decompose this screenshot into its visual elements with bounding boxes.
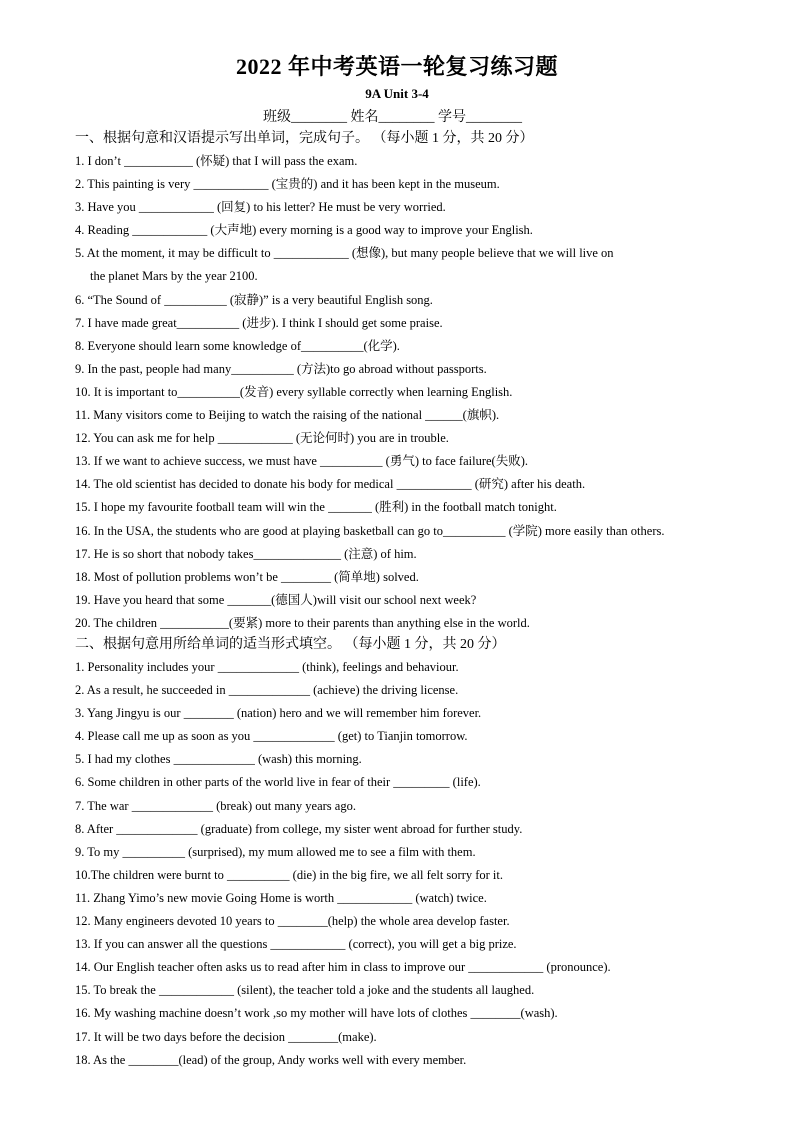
question-item: 10.The children were burnt to __________ (die) in the big fire, we all felt sorry for it.: [75, 867, 504, 882]
question-item: 2. As a result, he succeeded in _____________ (achieve) the driving license.: [75, 683, 459, 698]
question-item: 4. Please call me up as soon as you _____________ (get) to Tianjin tomorrow.: [75, 729, 468, 744]
question-item: 14. Our English teacher often asks us to read after him in class to improve our ____________ (pronounce).: [75, 960, 611, 975]
question-item: 16. My washing machine doesn’t work ,so my mother will have lots of clothes ________(wash).: [75, 1006, 558, 1021]
question-item: 6. Some children in other parts of the world live in fear of their _________ (life).: [75, 775, 481, 790]
question-item: 11. Many visitors come to Beijing to watch the raising of the national ______(旗帜).: [75, 408, 500, 423]
page-subtitle: 9A Unit 3-4: [365, 86, 429, 101]
question-item: 18. As the ________(lead) of the group, Andy works well with every member.: [75, 1052, 467, 1067]
question-item: 16. In the USA, the students who are good at playing basketball can go to__________ (学院) more easily than others.: [75, 523, 665, 538]
question-item: 13. If we want to achieve success, we must have __________ (勇气) to face failure(失败).: [75, 454, 528, 469]
section-1-heading: 一、根据句意和汉语提示写出单词，完成句子。 （每小题 1 分，共 20 分）: [75, 131, 534, 146]
question-item: 12. You can ask me for help ____________ (无论何时) you are in trouble.: [75, 431, 449, 446]
question-item: 15. I hope my favourite football team will win the _______ (胜利) in the football match tonight.: [75, 500, 557, 515]
question-item: 7. The war _____________ (break) out many years ago.: [75, 798, 356, 813]
question-item: 12. Many engineers devoted 10 years to ________(help) the whole area develop faster.: [75, 914, 510, 929]
question-item: 6. “The Sound of __________ (寂静)” is a very beautiful English song.: [75, 292, 433, 307]
question-item: 3. Yang Jingyu is our ________ (nation) hero and we will remember him forever.: [75, 706, 482, 721]
question-item: 9. In the past, people had many__________ (方法)to go abroad without passports.: [75, 361, 487, 376]
question-item: 17. It will be two days before the decision ________(make).: [75, 1029, 377, 1044]
question-item: 9. To my __________ (surprised), my mum allowed me to see a film with them.: [75, 844, 476, 859]
question-item: 2. This painting is very ____________ (宝贵的) and it has been kept in the museum.: [75, 177, 500, 192]
question-item: 7. I have made great__________ (进步). I think I should get some praise.: [75, 315, 443, 330]
section-2-list: [75, 656, 775, 1072]
question-item: 8. After _____________ (graduate) from college, my sister went abroad for further study.: [75, 821, 523, 836]
question-item: 17. He is so short that nobody takes______________ (注意) of him.: [75, 546, 417, 561]
question-item: 10. It is important to__________(发音) every syllable correctly when learning English.: [75, 384, 513, 399]
question-item: [75, 242, 775, 288]
question-item: 1. I don’t ___________ (怀疑) that I will pass the exam.: [75, 154, 358, 168]
page-title: 2022 年中考英语一轮复习练习题: [235, 54, 558, 79]
question-item: 8. Everyone should learn some knowledge of__________(化学).: [75, 338, 400, 353]
question-item: 20. The children ___________(要紧) more to their parents than anything else in the world.: [75, 615, 530, 630]
question-item: 13. If you can answer all the questions ____________ (correct), you will get a big prize.: [75, 937, 517, 952]
student-info-line: 班级________ 姓名________ 学号________: [263, 110, 522, 125]
question-item: 5. I had my clothes _____________ (wash) this morning.: [75, 752, 362, 767]
question-item: 4. Reading ____________ (大声地) every morning is a good way to improve your English.: [75, 223, 533, 238]
question-item: 15. To break the ____________ (silent), the teacher told a joke and the students all laughed.: [75, 983, 535, 998]
question-text: 5. At the moment, it may be difficult to ____________ (想像), but many people believe that we will live on: [75, 246, 614, 261]
question-item: 19. Have you heard that some _______(德国人)will visit our school next week?: [75, 592, 477, 607]
question-item: 18. Most of pollution problems won’t be ________ (简单地) solved.: [75, 569, 419, 584]
question-item: 11. Zhang Yimo’s new movie Going Home is worth ____________ (watch) twice.: [75, 890, 487, 905]
question-item: 3. Have you ____________ (回复) to his letter? He must be very worried.: [75, 200, 446, 215]
question-item: 1. Personality includes your _____________ (think), feelings and behaviour.: [75, 660, 459, 674]
section-1-list: [75, 150, 775, 635]
question-item: 14. The old scientist has decided to donate his body for medical ____________ (研究) after his death.: [75, 477, 586, 492]
section-2-heading: 二、根据句意用所给单词的适当形式填空。 （每小题 1 分，共 20 分）: [75, 637, 506, 652]
question-continuation: the planet Mars by the year 2100.: [90, 269, 258, 284]
